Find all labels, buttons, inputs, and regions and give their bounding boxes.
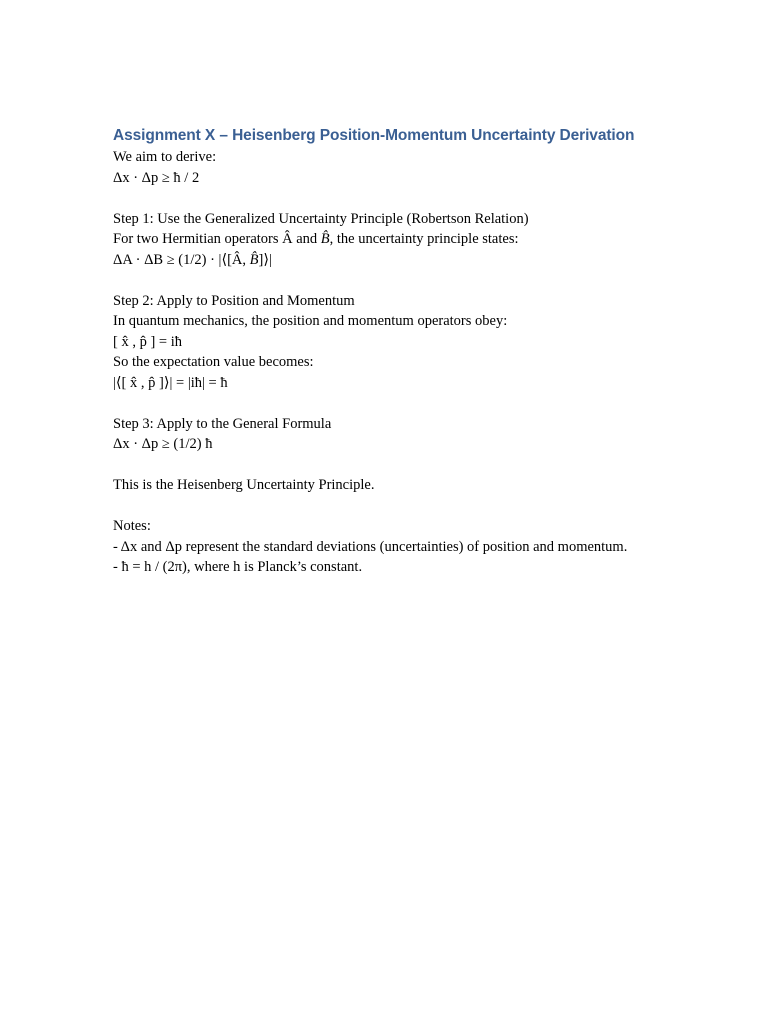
step1-text [113,229,733,250]
commutator-formula: [ x̂ , p̂ ] = iħ [113,333,182,350]
document-body [113,125,733,578]
document-title: Assignment X – Heisenberg Position-Momentum Uncertainty Derivation [113,127,635,144]
step2-text: In quantum mechanics, the position and momentum operators obey: [113,313,508,329]
spacer [113,393,733,414]
notes-heading: Notes: [113,518,151,534]
target-formula: Δx · Δp ≥ ħ / 2 [113,169,200,186]
conclusion-text: This is the Heisenberg Uncertainty Principle. [113,477,375,493]
note-item: - ħ = h / (2π), where h is Planck’s constant. [113,559,363,575]
step3-formula: Δx · Δp ≥ (1/2) ħ [113,436,213,452]
robertson-formula-before: ΔA · ΔB ≥ (1/2) · |⟨[Â, [113,251,250,268]
step1-text-after: , the uncertainty principle states: [329,231,519,247]
robertson-operator-b: B̂ [249,251,259,268]
step1-text-before: For two Hermitian operators Â and [113,231,321,247]
note-item: - Δx and Δp represent the standard deviations (uncertainties) of position and momentum. [113,538,628,555]
step3-heading: Step 3: Apply to the General Formula [113,415,332,432]
robertson-formula [113,250,733,271]
expectation-formula: |⟨[ x̂ , p̂ ]⟩| = |iħ| = ħ [113,374,228,391]
step2-heading: Step 2: Apply to Position and Momentum [113,292,355,309]
operator-b: B̂ [320,231,330,247]
spacer [113,270,733,291]
intro-text: We aim to derive: [113,149,217,165]
spacer [113,455,733,476]
spacer [113,496,733,517]
spacer [113,188,733,209]
robertson-formula-after: ]⟩| [258,251,272,268]
step1-heading: Step 1: Use the Generalized Uncertainty Principle (Robertson Relation) [113,210,529,227]
step2-text2: So the expectation value becomes: [113,354,314,370]
